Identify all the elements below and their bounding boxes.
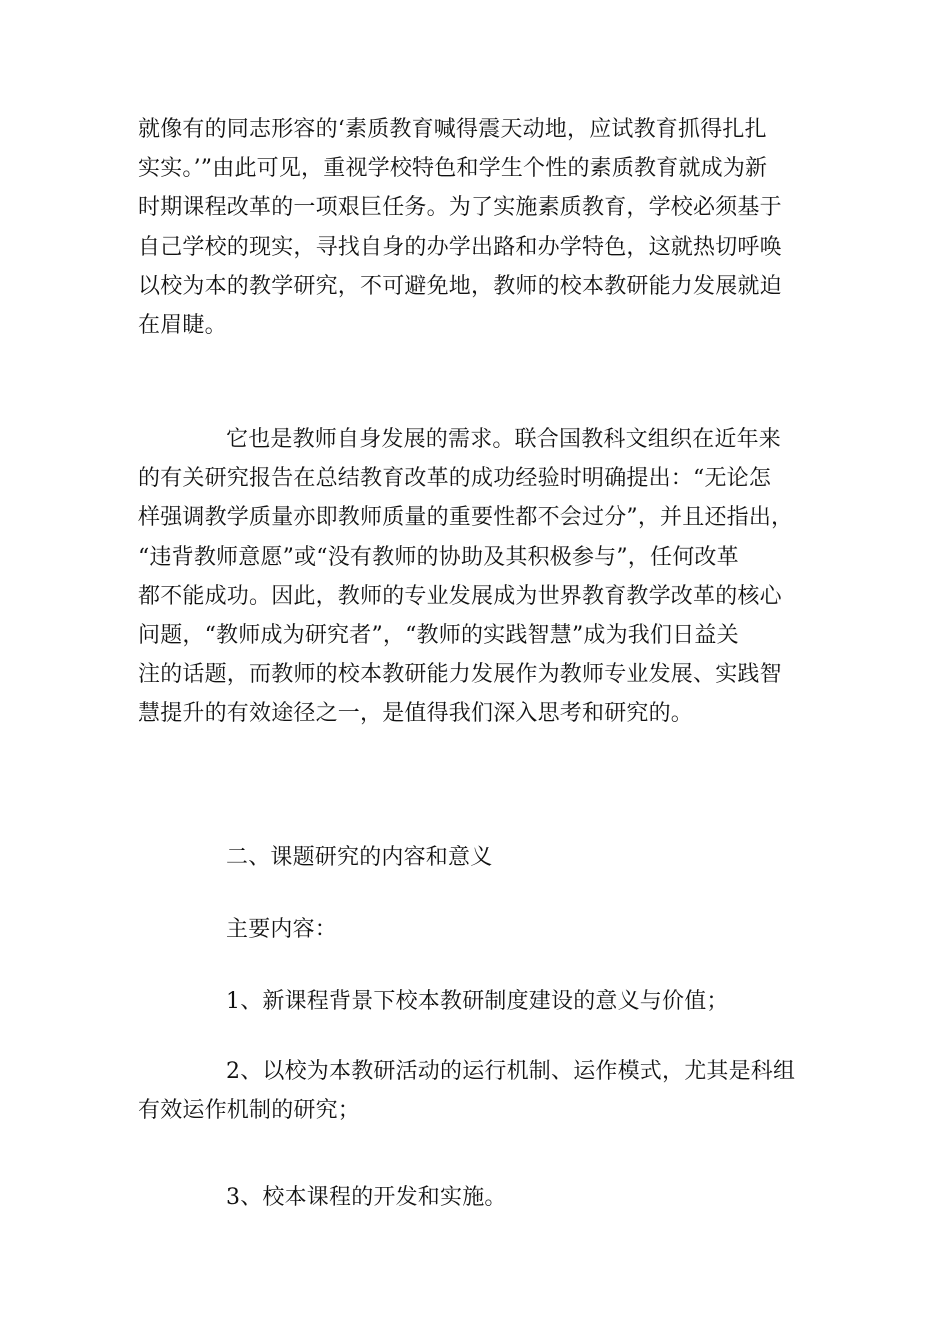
text-line: 在眉睫。 — [138, 313, 227, 339]
text-line: 它也是教师自身发展的需求。联合国教科文组织在近年来 — [226, 427, 782, 452]
section-heading: 二、课题研究的内容和意义 — [226, 845, 493, 870]
text-line: 2、以校为本教研活动的运行机制、运作模式，尤其是科组 — [226, 1059, 796, 1084]
text-line: 注的话题，而教师的校本教研能力发展作为教师专业发展、实践智 — [138, 662, 782, 688]
list-item-2 — [138, 1052, 818, 1130]
text-line: 都不能成功。因此，教师的专业发展成为世界教育教学改革的核心 — [138, 583, 782, 609]
text-line: 样强调教学质量亦即教师质量的重要性都不会过分”，并且还指出， — [138, 505, 794, 531]
text-line: 时期课程改革的一项艰巨任务。为了实施素质教育，学校必须基于 — [138, 195, 782, 221]
text-line: 以校为本的教学研究，不可避免地，教师的校本教研能力发展就迫 — [138, 273, 782, 299]
subheading-main-content: 主要内容： — [226, 917, 338, 942]
text-line: 的有关研究报告在总结教育改革的成功经验时明确提出：“无论怎 — [138, 466, 772, 492]
text-line: 就像有的同志形容的‘素质教育喊得震天动地，应试教育抓得扎扎 — [138, 117, 767, 142]
list-item-3: 3、校本课程的开发和实施。 — [226, 1185, 507, 1210]
text-line: 有效运作机制的研究； — [138, 1098, 361, 1124]
text-line: “违背教师意愿”或“没有教师的协助及其积极参与”，任何改革 — [138, 544, 739, 570]
text-line: 慧提升的有效途径之一，是值得我们深入思考和研究的。 — [138, 701, 694, 727]
text-line: 自己学校的现实，寻找自身的办学出路和办学特色，这就热切呼唤 — [138, 234, 782, 260]
paragraph-quality-education — [138, 110, 818, 345]
paragraph-teacher-development — [138, 420, 818, 734]
list-item-1: 1、新课程背景下校本教研制度建设的意义与价值； — [226, 989, 729, 1014]
text-line: 实实。’”由此可见，重视学校特色和学生个性的素质教育就成为新 — [138, 156, 768, 182]
text-line: 问题，“教师成为研究者”，“教师的实践智慧”成为我们日益关 — [138, 623, 739, 649]
